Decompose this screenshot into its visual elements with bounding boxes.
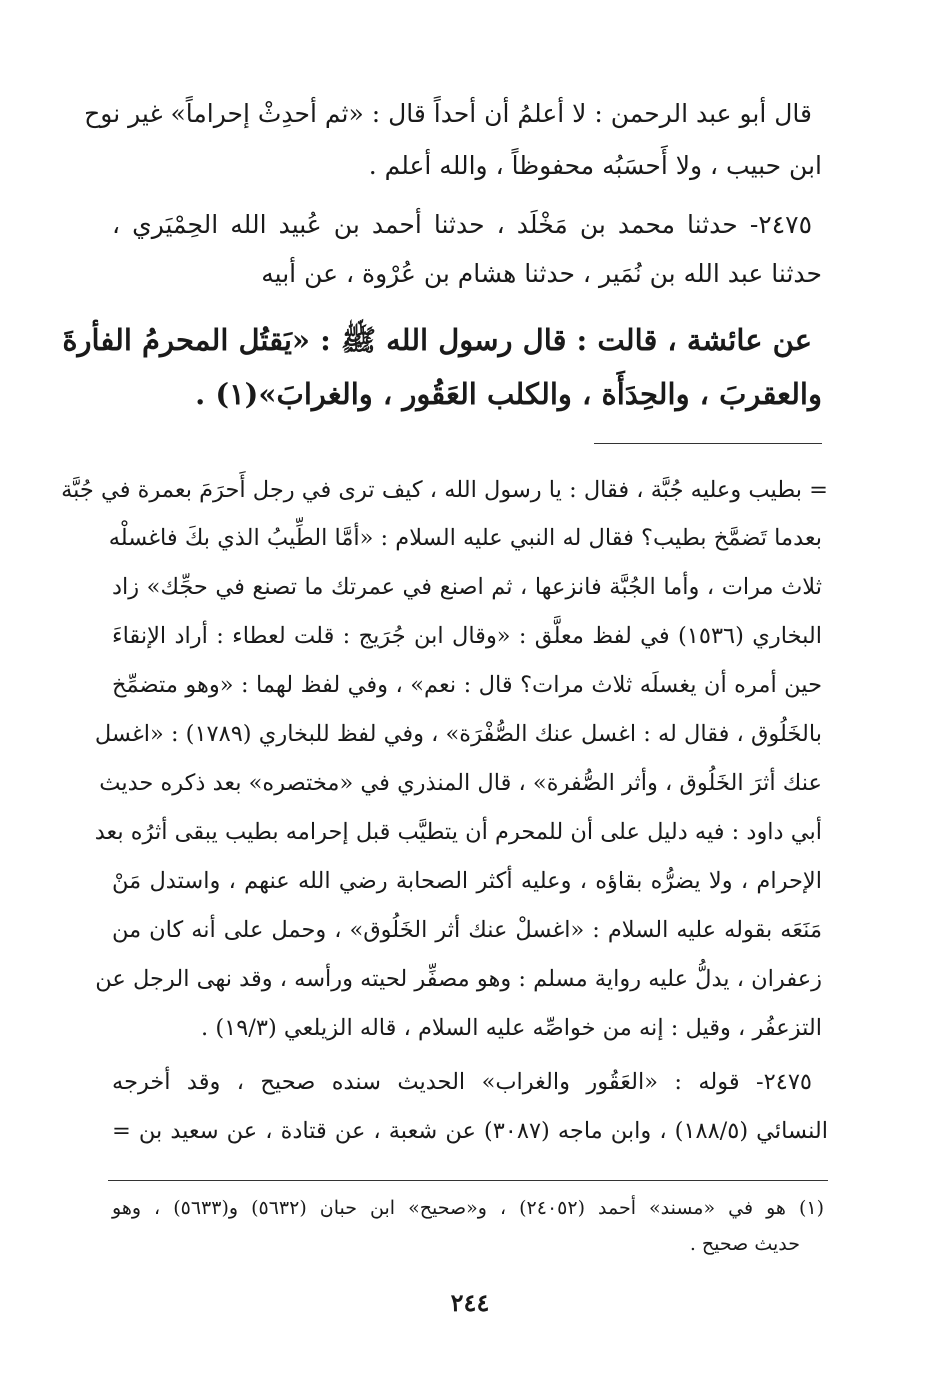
commentary-line: عنك أثرَ الخَلُوق ، وأثر الصُّفرة» ، قال المنذري في «مختصره» بعد ذكره حديث [99,770,822,796]
main-text-line: ابن حبيب ، ولا أَحسَبُه محفوظاً ، والله أعلم . [368,151,822,180]
commentary-line: بالخَلُوق ، فقال له : اغسل عنك الصُّفْرَة» ، وفي لفظ للبخاري (١٧٨٩) : «اغسل [94,721,822,747]
page-number: ٢٤٤ [450,1288,490,1317]
commentary-line: حين أمره أن يغسلَه ثلاث مرات؟ قال : نعم» ، وفي لفظ لهما : «وهو متضمِّخ [112,672,822,698]
main-text-line: قال أبو عبد الرحمن : لا أعلمُ أن أحداً قال : «ثم أحدِثْ إحراماً» غير نوح [84,99,812,128]
commentary-line: أبي داود : فيه دليل على أن للمحرم أن يتطيَّب قبل إحرامه بطيب يبقى أثرُه بعد [94,819,822,845]
commentary-line: البخاري (١٥٣٦) في لفظ معلَّق : «وقال ابن جُرَيج : قلت لعطاء : أراد الإنقاءَ [112,623,822,649]
commentary-line: مَنَعَه بقوله عليه السلام : «اغسلْ عنك أثر الخَلُوق» ، وحمل على أنه كان من [112,917,822,943]
commentary-line: النسائي (١٨٨/٥) ، وابن ماجه (٣٠٨٧) عن شعبة ، عن قتادة ، عن سعيد بن = [112,1118,828,1144]
hadith-text-line: والعقربَ ، والحِدَأَة ، والكلب العَقُور ، والغرابَ»(١) . [195,377,822,411]
main-text-line: ٢٤٧٥- حدثنا محمد بن مَخْلَد ، حدثنا أحمد بن عُبيد الله الحِمْيَري ، [112,210,812,239]
commentary-line: ثلاث مرات ، وأما الجُبَّة فانزعها ، ثم اصنع في عمرتك ما تصنع في حجِّك» زاد [112,574,822,600]
footnote-line: حديث صحيح . [689,1233,800,1255]
commentary-line: ٢٤٧٥- قوله : «العَقُور والغراب» الحديث سنده صحيح ، وقد أخرجه [112,1069,812,1095]
commentary-line: زعفران ، يدلُّ عليه رواية مسلم : وهو مصفِّر لحيته ورأسه ، وقد نهى الرجل عن [95,966,822,992]
hadith-text-line: عن عائشة ، قالت : قال رسول الله ﷺ : «يَقتُل المحرمُ الفأرةَ [62,323,812,357]
commentary-line: التزعفُر ، وقيل : إنه من خواصِّه عليه السلام ، قاله الزيلعي (١٩/٣) . [201,1015,822,1041]
commentary-line: الإحرام ، ولا يضرُّه بقاؤه ، وعليه أكثر الصحابة رضي الله عنهم ، واستدل مَنْ [112,868,822,894]
footnote-separator-rule [108,1180,828,1181]
commentary-separator-rule [594,443,822,444]
main-text-line: حدثنا عبد الله بن نُمَير ، حدثنا هشام بن عُرْوة ، عن أبيه [261,259,822,288]
footnote-line: (١) هو في «مسند» أحمد (٢٤٠٥٢) ، و«صحيح» ابن حبان (٥٦٣٢) و(٥٦٣٣) ، وهو [112,1197,825,1219]
commentary-line: بعدما تَضمَّخ بطيب؟ فقال له النبي عليه السلام : «أمَّا الطِّيبُ الذي بكَ فاغسلْه [108,525,822,551]
commentary-line: = بطيب وعليه جُبَّة ، فقال : يا رسول الله ، كيف ترى في رجل أَحرَمَ بعمرة في جُبَّة [61,477,828,503]
